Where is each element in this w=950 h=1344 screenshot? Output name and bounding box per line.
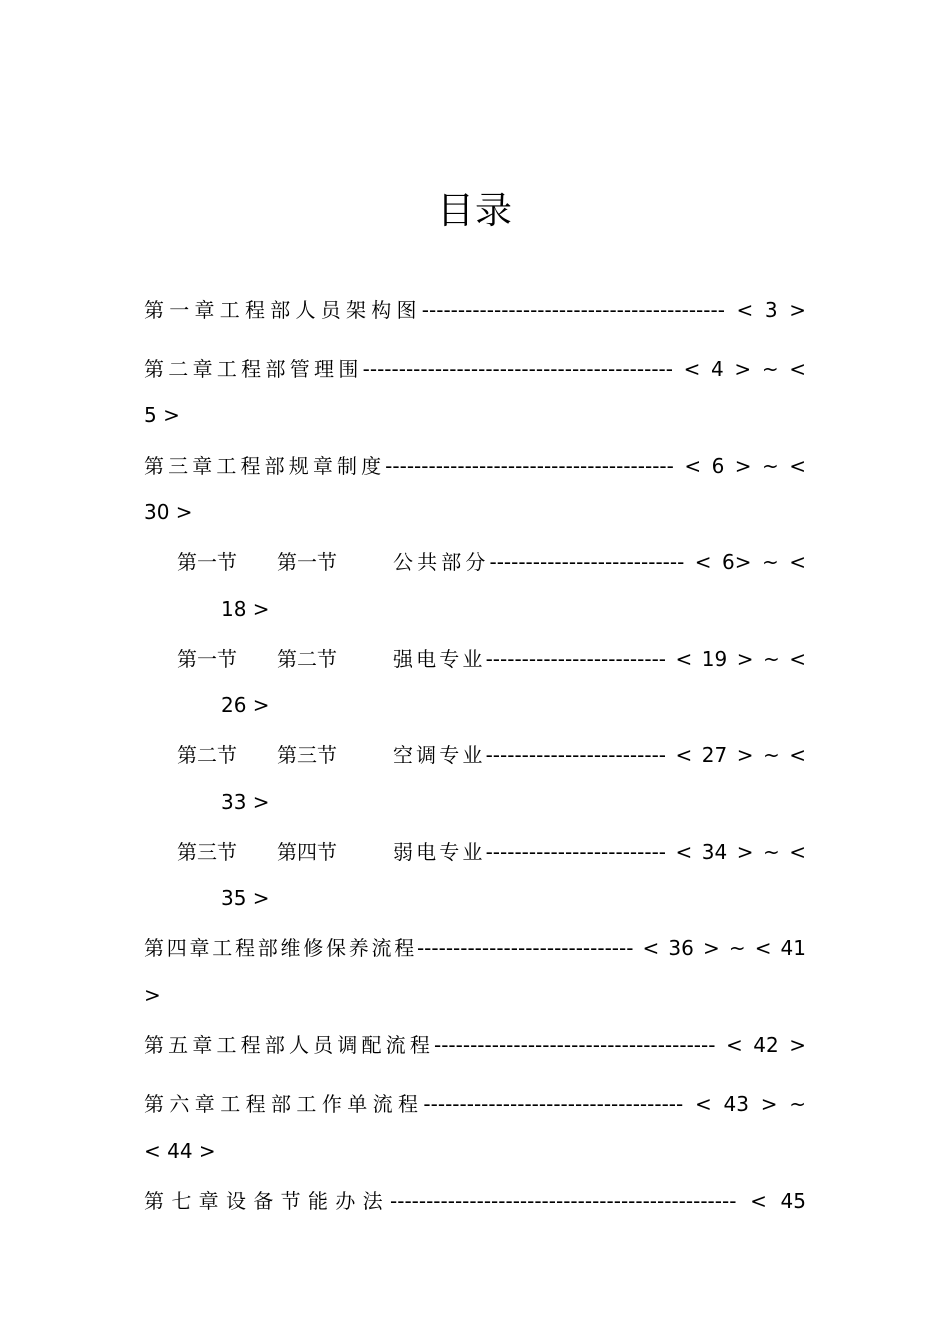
- toc-entry-section-1-continued: 18 >: [221, 597, 270, 621]
- toc-entry-chapter-6-continued: < 44 >: [144, 1139, 216, 1163]
- toc-entry-chapter-3-continued: 30 >: [144, 500, 193, 524]
- toc-entry-section-3-continued: 33 >: [221, 790, 270, 814]
- toc-entry-chapter-2-continued: 5 >: [144, 403, 180, 427]
- toc-entry-section-2-continued: 26 >: [221, 693, 270, 717]
- toc-entry-section-4-continued: 35 >: [221, 886, 270, 910]
- toc-entry-chapter-5: 第五章工程部人员调配流程--------------------------------------- < 42 >: [144, 1033, 806, 1057]
- toc-entry-section-1: [177, 548, 806, 576]
- toc-entry-chapter-2: 第二章工程部管理围------------------------------------------- < 4 > ~ <: [144, 357, 806, 381]
- section-label-secondary: 第三节: [277, 743, 337, 767]
- toc-entry-chapter-6: 第六章工程部工作单流程------------------------------------ < 43 > ~: [144, 1092, 806, 1116]
- section-title-leader: 空调专业------------------------- < 27 > ~ <: [393, 743, 806, 767]
- toc-entry-chapter-3: 第三章工程部规章制度---------------------------------------- < 6 > ~ <: [144, 454, 806, 478]
- section-label-primary: 第一节: [177, 647, 237, 671]
- section-label-secondary: 第二节: [277, 647, 337, 671]
- section-label-primary: 第一节: [177, 550, 237, 574]
- section-label-primary: 第二节: [177, 743, 237, 767]
- toc-entry-section-3: [177, 741, 806, 769]
- section-title-leader: 弱电专业------------------------- < 34 > ~ <: [393, 840, 806, 864]
- section-title-leader: 公共部分--------------------------- < 6> ~ <: [393, 550, 806, 574]
- toc-entry-chapter-4-continued: >: [144, 983, 161, 1007]
- page-title: 目录: [437, 189, 513, 232]
- section-label-primary: 第三节: [177, 840, 237, 864]
- toc-entry-section-2: [177, 645, 806, 673]
- toc-entry-chapter-4: 第四章工程部维修保养流程------------------------------ < 36 > ~ < 41: [144, 936, 806, 960]
- toc-entry-chapter-7: 第七章设备节能办法------------------------------------------------ < 45: [144, 1189, 806, 1213]
- toc-entry-section-4: [177, 838, 806, 866]
- section-label-secondary: 第一节: [277, 550, 337, 574]
- section-label-secondary: 第四节: [277, 840, 337, 864]
- toc-entry-chapter-1: 第一章工程部人员架构图------------------------------------------ < 3 >: [144, 298, 806, 322]
- section-title-leader: 强电专业------------------------- < 19 > ~ <: [393, 647, 806, 671]
